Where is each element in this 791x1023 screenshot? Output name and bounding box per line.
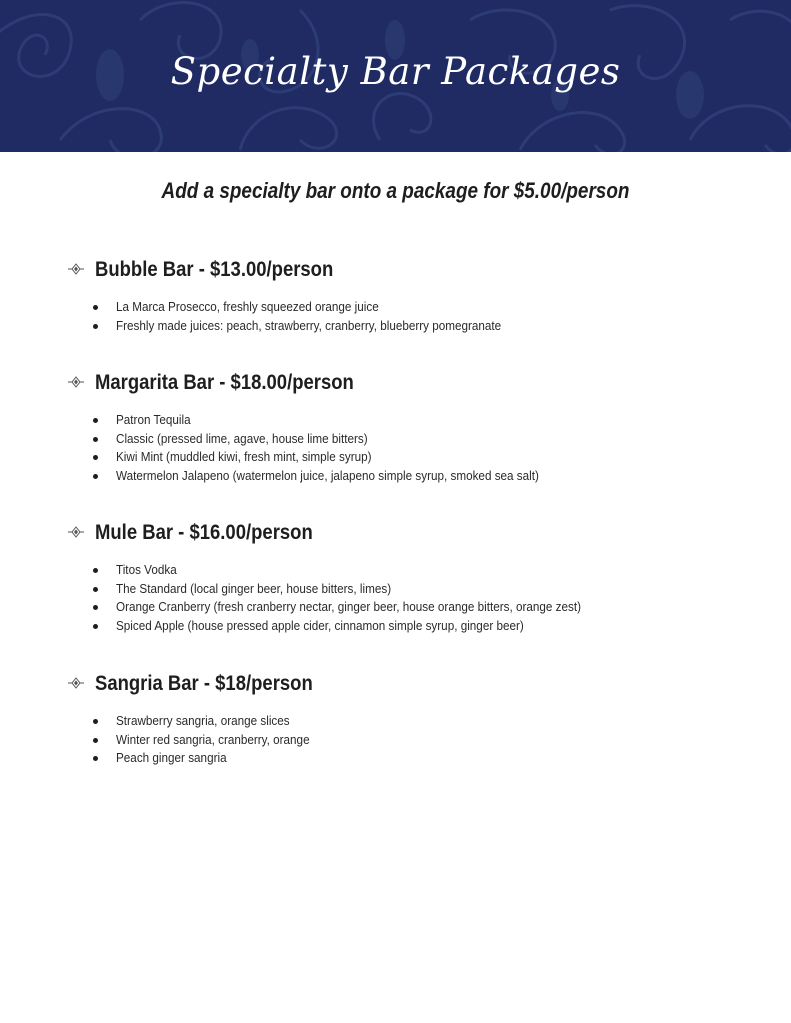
section-mule-bar <box>68 521 768 633</box>
bullet-icon <box>93 605 98 610</box>
list-item: Kiwi Mint (muddled kiwi, fresh mint, simple syrup) <box>92 448 586 467</box>
bullet-icon <box>93 418 98 423</box>
item-list <box>92 561 633 635</box>
diamond-bullet-icon <box>68 262 84 276</box>
item-list <box>92 712 331 768</box>
bullet-icon <box>93 719 98 724</box>
diamond-bullet-icon <box>68 375 84 389</box>
list-item: Freshly made juices: peach, strawberry, cranberry, blueberry pomegranate <box>92 317 544 336</box>
bullet-icon <box>93 624 98 629</box>
section-title: Bubble Bar - $13.00/person <box>95 258 334 281</box>
diamond-bullet-icon <box>68 525 84 539</box>
subtitle: Add a specialty bar onto a package for $5.00/person <box>161 178 630 203</box>
list-item: Watermelon Jalapeno (watermelon juice, jalapeno simple syrup, smoked sea salt) <box>92 467 586 486</box>
section-header <box>68 371 768 399</box>
list-item: Strawberry sangria, orange slices <box>92 712 331 731</box>
section-bubble-bar <box>68 258 768 333</box>
diamond-bullet-icon <box>68 676 84 690</box>
section-header <box>68 258 768 286</box>
section-title: Mule Bar - $16.00/person <box>95 521 313 544</box>
list-item: Spiced Apple (house pressed apple cider, cinnamon simple syrup, ginger beer) <box>92 617 633 636</box>
bullet-icon <box>93 738 98 743</box>
bullet-icon <box>93 455 98 460</box>
section-title: Sangria Bar - $18/person <box>95 672 313 695</box>
list-item: Orange Cranberry (fresh cranberry nectar, ginger beer, house orange bitters, orange zest) <box>92 598 633 617</box>
section-header <box>68 672 768 700</box>
list-item: Classic (pressed lime, agave, house lime bitters) <box>92 430 586 449</box>
section-sangria-bar <box>68 672 768 765</box>
list-item: Titos Vodka <box>92 561 633 580</box>
header-banner <box>0 0 791 152</box>
bullet-icon <box>93 324 98 329</box>
item-list <box>92 411 586 485</box>
list-item: Patron Tequila <box>92 411 586 430</box>
section-header <box>68 521 768 549</box>
list-item: Peach ginger sangria <box>92 749 331 768</box>
bullet-icon <box>93 587 98 592</box>
bullet-icon <box>93 568 98 573</box>
bullet-icon <box>93 474 98 479</box>
bullet-icon <box>93 756 98 761</box>
section-title: Margarita Bar - $18.00/person <box>95 371 354 394</box>
list-item: The Standard (local ginger beer, house bitters, limes) <box>92 580 633 599</box>
item-list <box>92 298 544 335</box>
bullet-icon <box>93 305 98 310</box>
page-title: Specialty Bar Packages <box>170 50 621 93</box>
bullet-icon <box>93 437 98 442</box>
section-margarita-bar <box>68 371 768 483</box>
list-item: La Marca Prosecco, freshly squeezed orange juice <box>92 298 544 317</box>
list-item: Winter red sangria, cranberry, orange <box>92 731 331 750</box>
